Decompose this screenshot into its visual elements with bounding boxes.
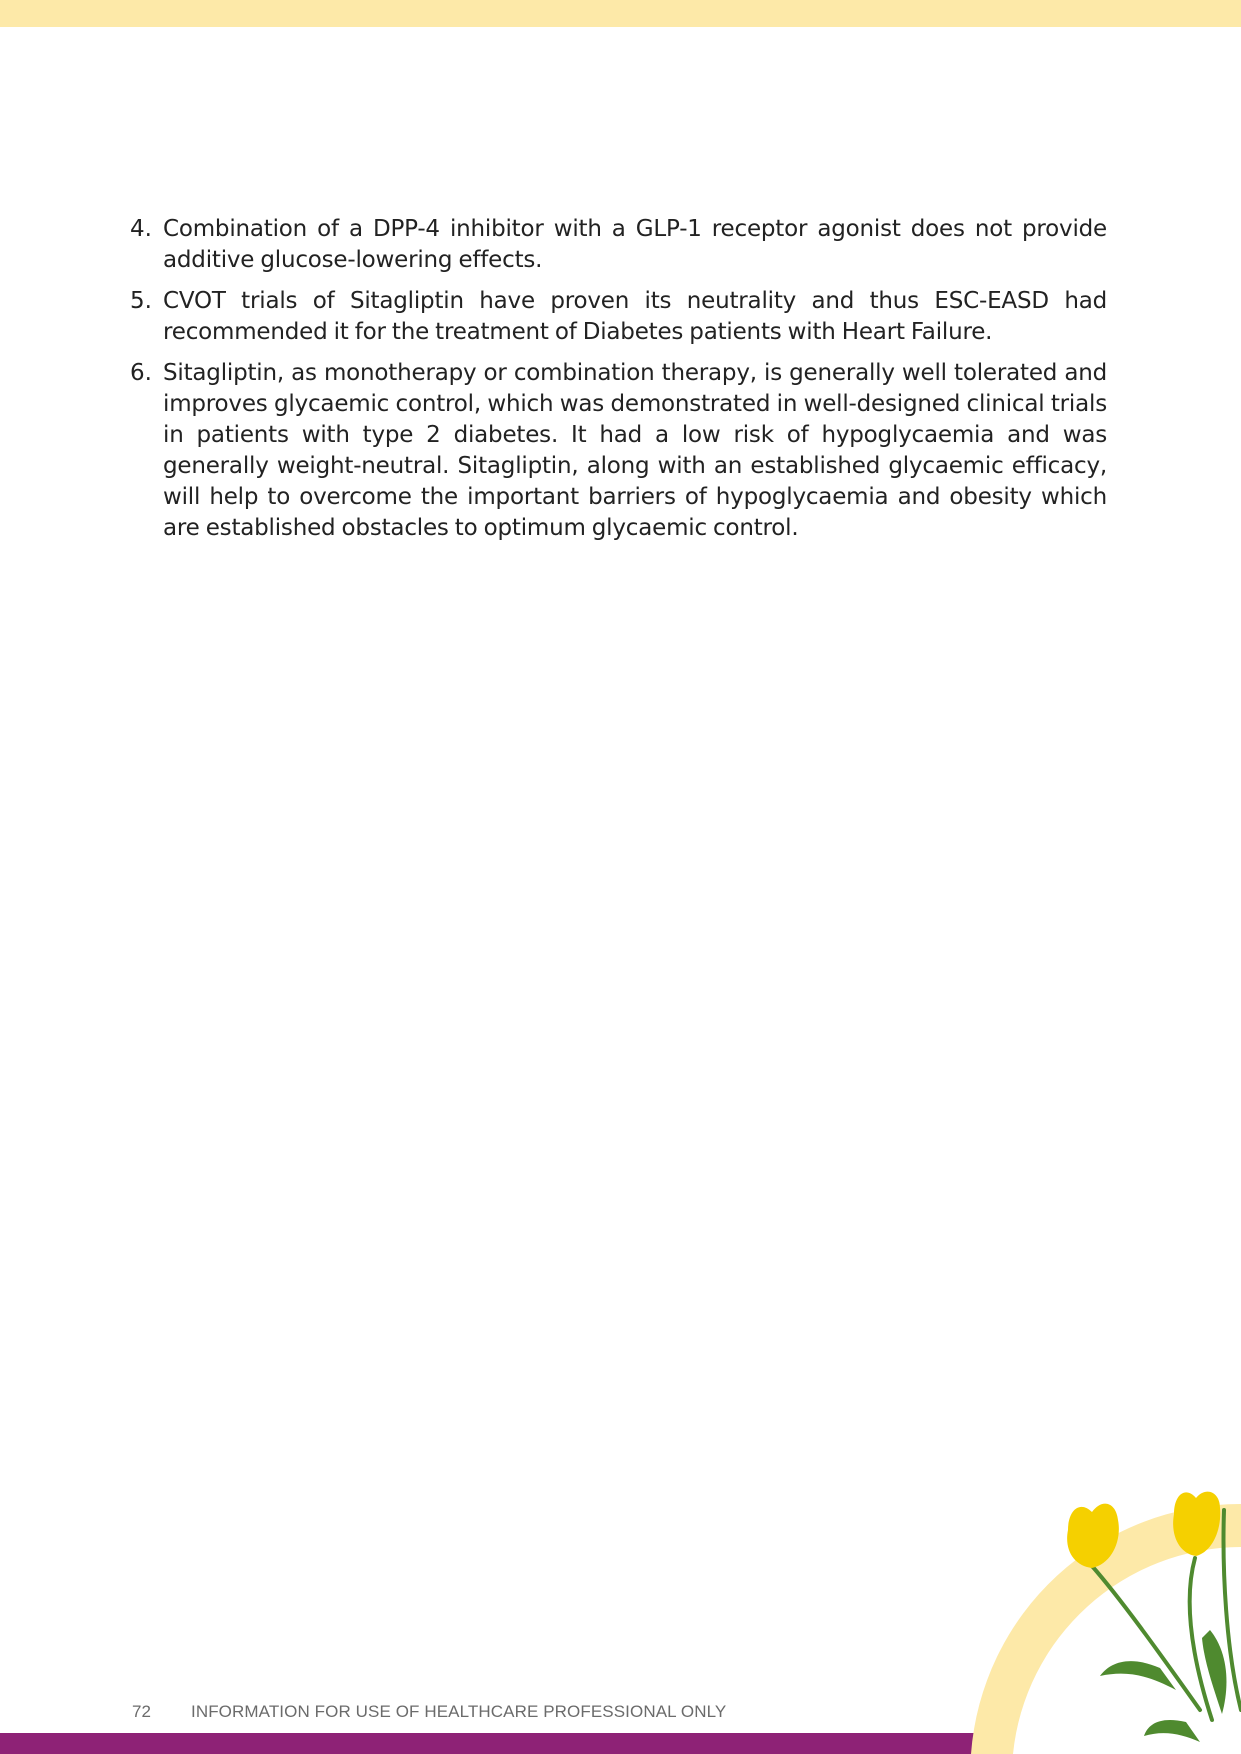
page-number: 72 (132, 1702, 152, 1721)
list-item-text: Combination of a DPP-4 inhibitor with a GLP-1 receptor agonist does not provide additive glucose-lowering effects. (163, 216, 1107, 273)
list-item (130, 214, 1107, 276)
footer-disclaimer: INFORMATION FOR USE OF HEALTHCARE PROFESSIONAL ONLY (191, 1702, 727, 1721)
list-item (130, 358, 1107, 544)
list-item-text: Sitagliptin, as monotherapy or combination therapy, is generally well tolerated and improves glycaemic control, which was demonstrated in well-designed clinical trials in patients with type 2 diabetes. It had a low risk of hypoglycaemia and was generally weight-neutral. Sitagliptin, along with an established glycaemic efficacy, will help to overcome the important barriers of hypoglycaemia and obesity which are established obstacles to optimum glycaemic control. (163, 360, 1107, 541)
list-item-number: 5. (130, 288, 152, 314)
top-decorative-band (0, 0, 1241, 27)
list-item-text: CVOT trials of Sitagliptin have proven its neutrality and thus ESC-EASD had recommended it for the treatment of Diabetes patients with Heart Failure. (163, 288, 1107, 345)
list-item (130, 286, 1107, 348)
numbered-list (130, 214, 1107, 554)
tulip-leaves (1100, 1630, 1226, 1742)
yellow-tulips-icon (960, 1480, 1241, 1754)
list-item-number: 6. (130, 360, 152, 386)
list-item-number: 4. (130, 216, 152, 242)
bottom-decorative-band (0, 1733, 1000, 1754)
